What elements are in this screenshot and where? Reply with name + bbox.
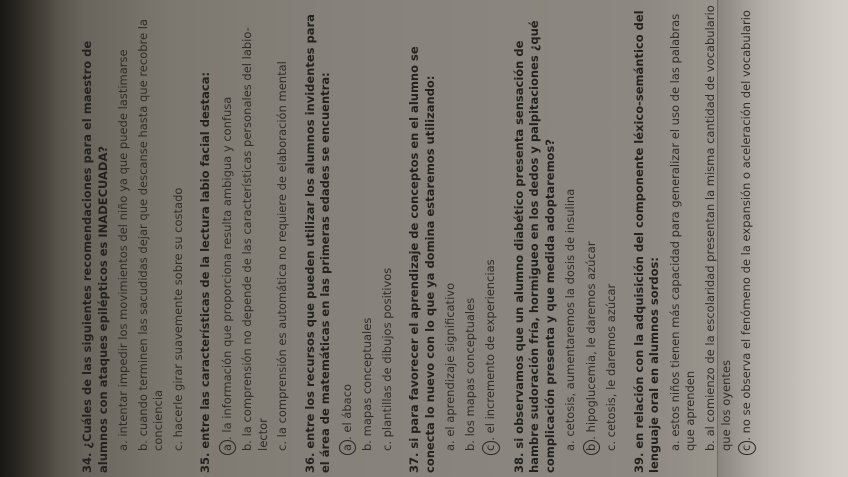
question-39 [632,3,756,473]
circled-answer-mark: c [738,441,756,455]
option-b: b. la comprensión no depende de las características personales del labio-lector [240,27,270,451]
option-c: c. hacerle girar suavemente sobre su costado [170,187,185,451]
question-stem: 38. si observamos que un alumno diabético presenta sensación de hambre sudoración fría, hormigueo en los dedos y palpitaciones ¿qué complicación presenta y que medida adoptaremos? [511,20,557,473]
question-35 [198,3,291,473]
option-b: b. al comienzo de la escolaridad presentan la misma cantidad de vocabulario que los oyentes [702,5,733,451]
question-stem: 34. ¿Cuáles de las siguientes recomendaciones para el maestro de alumnos con ataques epilépticos es INADECUADA? [80,40,110,473]
option-c: c. la comprensión es automática no requiere de elaboración mental [275,61,290,451]
option-b: b. los mapas conceptuales [462,297,477,451]
option-a: a. estos niños tienen más capacidad para generalizar el uso de las palabras que aprenden [667,13,698,451]
question-stem: 39. en relación con la adquisición del componente léxico-semántico del lenguaje oral en alumnos sordos: [631,10,662,473]
option-c: c. cetosis, le daremos azúcar [604,283,619,451]
question-36 [303,3,396,473]
option-b-circled: b. hipoglucemia, le daremos azúcar [583,3,601,451]
option-b: b. cuando terminen las sacudidas dejar que descanse hasta que recobre la conciencia [135,19,166,451]
option-a-circled: a. el ábaco [339,3,357,451]
option-a: a. intentar impedir los movimientos del niño ya que puede lastimarse [116,49,131,451]
option-c-circled: c. no se observa el fenómeno de la expansión o aceleración del vocabulario [738,3,756,451]
question-stem: 36. entre los recursos que pueden utilizar los alumnos invidentes para el área de matemáticas en las primeras edades se encuentra: [302,14,333,473]
circled-answer-mark: c [482,441,500,455]
question-stem: 35. entre las características de la lectura labio facial destaca: [198,71,213,473]
circled-answer-mark: b [583,440,601,455]
binding-shadow [0,0,60,477]
option-a: a. el aprendizaje significativo [443,282,458,451]
question-34 [80,3,186,473]
question-38 [512,3,620,473]
option-a: a. cetosis, aumentaremos la dosis de insulina [563,188,578,451]
circled-answer-mark: a [339,440,357,455]
exam-page [80,3,754,473]
question-stem: 37. si para favorecer el aprendizaje de conceptos en el alumno se conecta lo nuevo con lo que ya domina estaremos utilizando: [407,46,437,473]
option-b: b. mapas conceptuales [360,317,375,451]
option-c-circled: c. el incremento de experiencias [482,3,500,451]
circled-answer-mark: a [219,440,237,455]
question-37 [407,3,500,473]
option-c: c. plantillas de dibujos positivos [379,267,394,451]
option-a-circled: a. la información que proporciona resulta ambigua y confusa [219,3,237,451]
